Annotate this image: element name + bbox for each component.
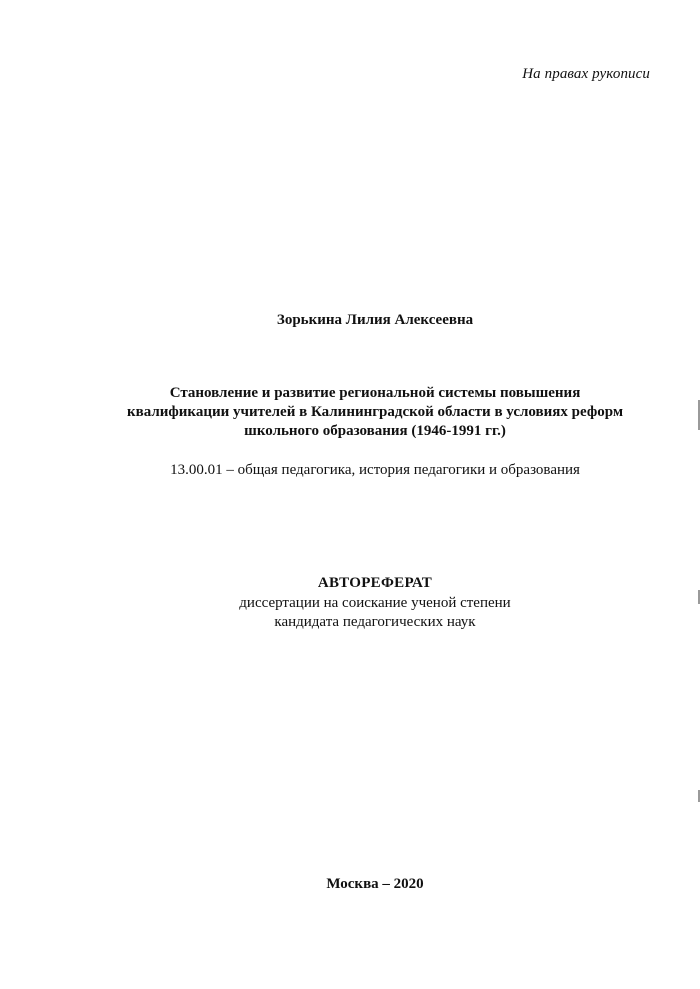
specialty-code: 13.00.01 – общая педагогика, история педагогики и образования [170,462,580,478]
title-line: квалификации учителей в Калининградской области в условиях реформ [126,404,624,420]
place-and-year: Москва – 2020 [326,876,424,892]
title-line: Становление и развитие региональной системы повышения [169,385,581,401]
abstract-heading: АВТОРЕФЕРАТ [317,575,433,591]
manuscript-rights-note: На правах рукописи [522,66,650,82]
dissertation-title [100,384,650,441]
author-name: Зорькина Лилия Алексеевна [276,312,474,328]
abstract-description [0,594,700,632]
title-line: школьного образования (1946-1991 гг.) [244,423,506,439]
abstract-line: кандидата педагогических наук [274,614,476,630]
abstract-line: диссертации на соискание ученой степени [239,595,511,611]
